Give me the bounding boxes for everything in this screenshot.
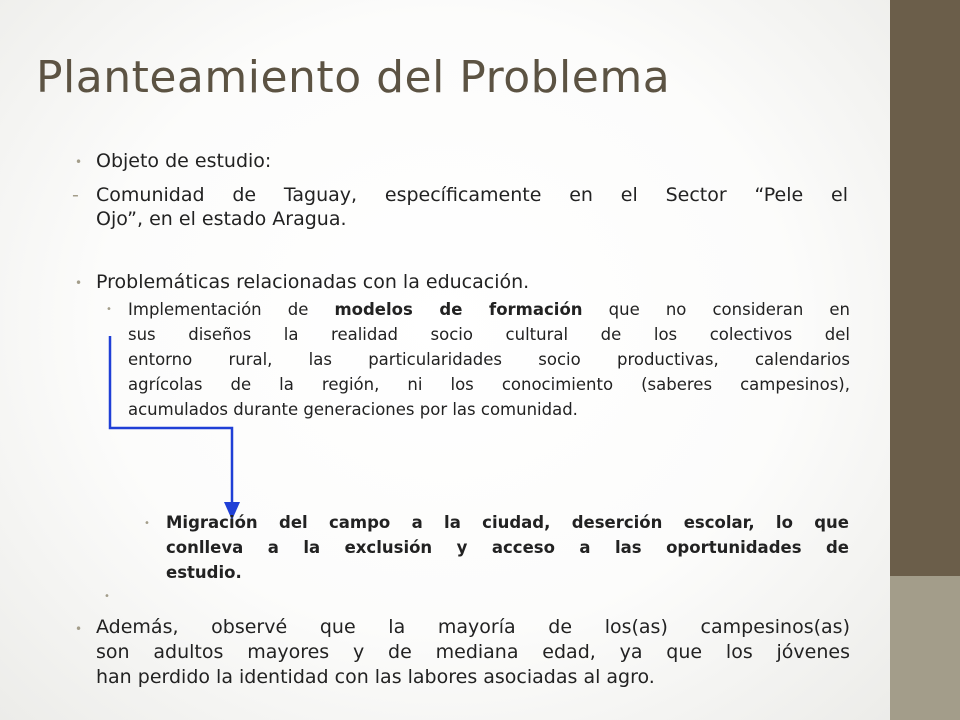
migracion-line: Migración del campo a la ciudad, deserción escolar, lo que: [166, 513, 849, 532]
problematicas-label: Problemáticas relacionadas con la educación.: [96, 271, 530, 293]
implementacion-bold: modelos de formación: [334, 300, 583, 319]
sidebar-band: [890, 576, 960, 720]
implementacion-line: sus diseños la realidad socio cultural de los colectivos del: [128, 325, 850, 344]
empty-sub-bullet: •: [104, 591, 110, 602]
slide-title: Planteamiento del Problema: [36, 52, 671, 103]
implementacion-pre: Implementación de: [128, 300, 309, 319]
migracion-line: estudio.: [166, 563, 242, 582]
dash-marker: -: [72, 184, 79, 206]
migracion-line: conlleva a la exclusión y acceso a las oportunidades de: [166, 538, 849, 557]
objeto-label: Objeto de estudio:: [96, 150, 272, 172]
implementacion-line: entorno rural, las particularidades socio productivas, calendarios: [128, 350, 850, 369]
sub-bullet-dot: •: [144, 518, 150, 529]
implementacion-post: que no consideran en: [608, 300, 850, 319]
ademas-line: Además, observé que la mayoría de los(as) campesinos(as): [96, 616, 850, 638]
implementacion-line: acumulados durante generaciones por las comunidad.: [128, 400, 578, 419]
bullet-dot: •: [75, 622, 83, 636]
comunidad-line-1: Comunidad de Taguay, específicamente en el Sector “Pele el: [96, 184, 848, 206]
bullet-dot: •: [75, 155, 83, 169]
comunidad-line-2: Ojo”, en el estado Aragua.: [96, 208, 347, 230]
sub-bullet-dot: •: [106, 304, 112, 315]
sidebar-decoration: [890, 0, 960, 720]
implementacion-line: agrícolas de la región, ni los conocimiento (saberes campesinos),: [128, 375, 850, 394]
ademas-line: son adultos mayores y de mediana edad, ya que los jóvenes: [96, 641, 850, 663]
bullet-dot: •: [75, 276, 83, 290]
ademas-line: han perdido la identidad con las labores asociadas al agro.: [96, 666, 655, 688]
